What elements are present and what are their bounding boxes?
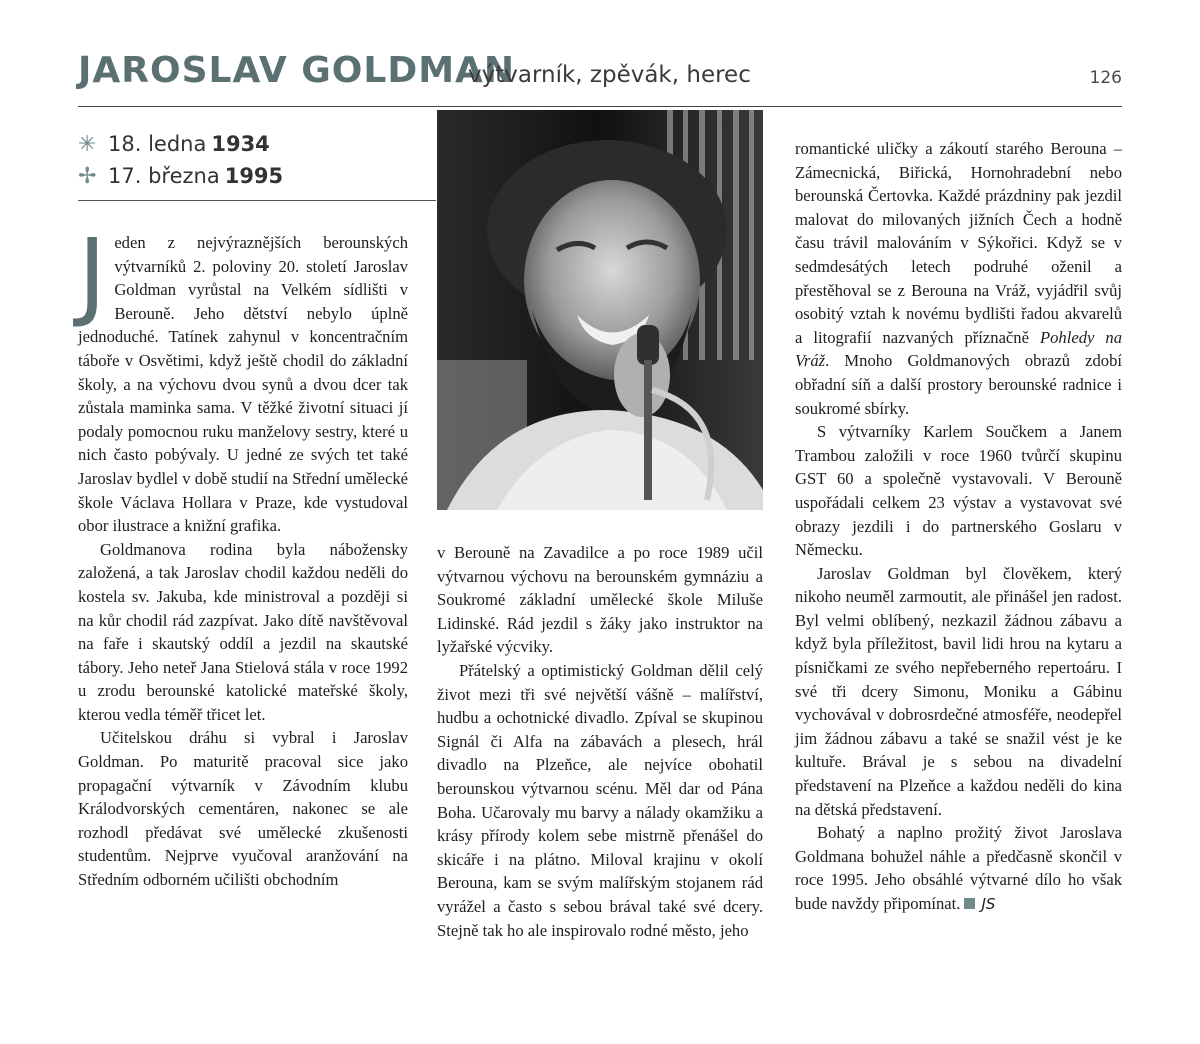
paragraph-text: . Mnoho Goldmanových obrazů zdobí obřadní síň a další prostory berounské radnice i soukromé sbírky. (795, 351, 1122, 418)
birth-day: 18. ledna (108, 132, 207, 156)
life-dates (78, 128, 436, 192)
paragraph-text: Bohatý a naplno prožitý život Jaroslava Goldmana bohužel náhle a předčasně skončil v roce 1995. Jeho obsáhlé výtvarné dílo ho však bude navždy připomínat. (795, 823, 1122, 913)
birth-year: 1934 (211, 132, 270, 156)
birth-star-icon: ✳ (78, 131, 97, 157)
drop-cap: J (78, 218, 107, 330)
paragraph-text: eden z nejvýraznějších berounských výtvarníků 2. poloviny 20. století Jaroslav Goldman vyrůstal na Velkém sídlišti v Berouně. Jeho dětství nebylo úplně jednoduché. Tatínek zahynul v koncentračním táboře v Osvětimi, když ještě chodil do základní školy, a na výchovu dvou synů a dvou dcer tak zůstala maminka sama. V těžké životní situaci jí podaly pomocnou ruku manželovy sestry, které u nich často pobývaly. U jedné ze svých tet také Jaroslav bydlel v době studií na Střední umělecké škole Václava Hollara v Praze, kde vystudoval obor ilustrace a knižní grafika. (78, 233, 408, 536)
author-signature: JS (981, 895, 996, 913)
paragraph-text: romantické uličky a zákoutí starého Berouna – Zámecnická, Biřická, Hornohradební nebo berounská Čertovka. Každé prázdniny pak jezdil malovat do milovaných jižních Čech a hodně času trávil malováním v Sýkořici. Když se v sedmdesátých letech podruhé oženil a přestěhoval se z Berouna na Vráž, vyjádřil svůj osobitý vztah k novému bydlišti řadou akvarelů a litografií nazvaných příznačně (795, 139, 1122, 347)
text-column-1 (78, 218, 408, 892)
paragraph: v Berouně na Zavadilce a po roce 1989 učil výtvarnou výchovu na berounském gymnáziu a Soukromé základní umělecké škole Miluše Lidinské. Rád jezdil s žáky jako instruktor na lyžařské výcviky. (437, 543, 763, 657)
birth-date-row (78, 128, 436, 160)
portrait-photo (437, 110, 763, 510)
header-divider (78, 106, 1122, 107)
text-column-3 (795, 137, 1122, 917)
artwork-title: Pohledy na Vráž (795, 327, 1122, 371)
death-year: 1995 (224, 164, 284, 188)
paragraph (78, 218, 408, 538)
death-date-row (78, 160, 436, 192)
death-cross-icon: ✢ (78, 163, 97, 189)
paragraph (795, 137, 1122, 420)
paragraph: Goldmanova rodina byla nábožensky založená, a tak Jaroslav chodil každou neděli do kostela sv. Jakuba, kde ministroval a později si na kůr chodil rád zazpívat. Jako dítě navštěvoval na faře i skautský oddíl a jezdil na skautské tábory. Jeho neteř Jana Stielová stála v roce 1992 u zrodu berounské katolické mateřské školy, kterou vedla téměř třicet let. (78, 539, 408, 724)
dates-divider (78, 200, 436, 201)
paragraph (795, 821, 1122, 916)
paragraph: Jaroslav Goldman byl člověkem, který nikoho neuměl zarmoutit, ale přinášel jen radost. Byl velmi oblíbený, nezkazil žádnou zábavu a když byla příležitost, bavil lidi hrou na kytaru a písničkami ze svého nepřeberného repertoáru. I své tři dcery Simonu, Moniku a Gábinu vychovával v dobrosrdečné atmosféře, neodepřel jim žádnou zábavu a také se snažil vést je ke kultuře. Brával je s sebou na divadelní představení na Plzeňce a každou neděli do kina na dětská představení. (795, 563, 1122, 819)
paragraph: S výtvarníky Karlem Součkem a Janem Trambou založili v roce 1960 tvůrčí skupinu GST 60 a společně vystavovali. V Berouně uspořádali celkem 23 výstav a vystavovat své obrazy jezdili i do partnerského Goslaru v Německu. (795, 422, 1122, 560)
page-number: 126 (1089, 68, 1122, 88)
page-subtitle-roles: výtvarník, zpěvák, herec (468, 62, 751, 88)
paragraph: Přátelský a optimistický Goldman dělil celý život mezi tři své největší vášně – malířství, hudbu a ochotnické divadlo. Zpíval se skupinou Signál či Alfa na zábavách a plesech, hrál divadlo na Plzeňce, ale nejvíce obohatil berounskou výtvarnou scénu. Měl dar od Pána Boha. Učarovaly mu barvy a nálady okamžiku a krásy přírody kolem sebe mistrně přenášel do skicáře i na plátno. Miloval krajinu v okolí Berouna, kam se svým malířským stojanem rád vyrážel a často s sebou brával také své dcery. Stejně tak ho ale inspirovalo rodné město, jeho (437, 660, 763, 940)
paragraph: Učitelskou dráhu si vybral i Jaroslav Goldman. Po maturitě pracoval sice jako propagační výtvarník v Závodním klubu Králodvorských cementáren, nakonec se ale rozhodl předávat své umělecké zkušenosti studentům. Nejprve vyučoval aranžování na Středním odborném učilišti obchodním (78, 728, 408, 890)
end-square-icon (964, 898, 975, 909)
page-title: JAROSLAV GOLDMAN (78, 50, 516, 91)
portrait-photo-illustration (437, 110, 763, 510)
text-column-2 (437, 541, 763, 942)
death-day: 17. března (108, 164, 220, 188)
